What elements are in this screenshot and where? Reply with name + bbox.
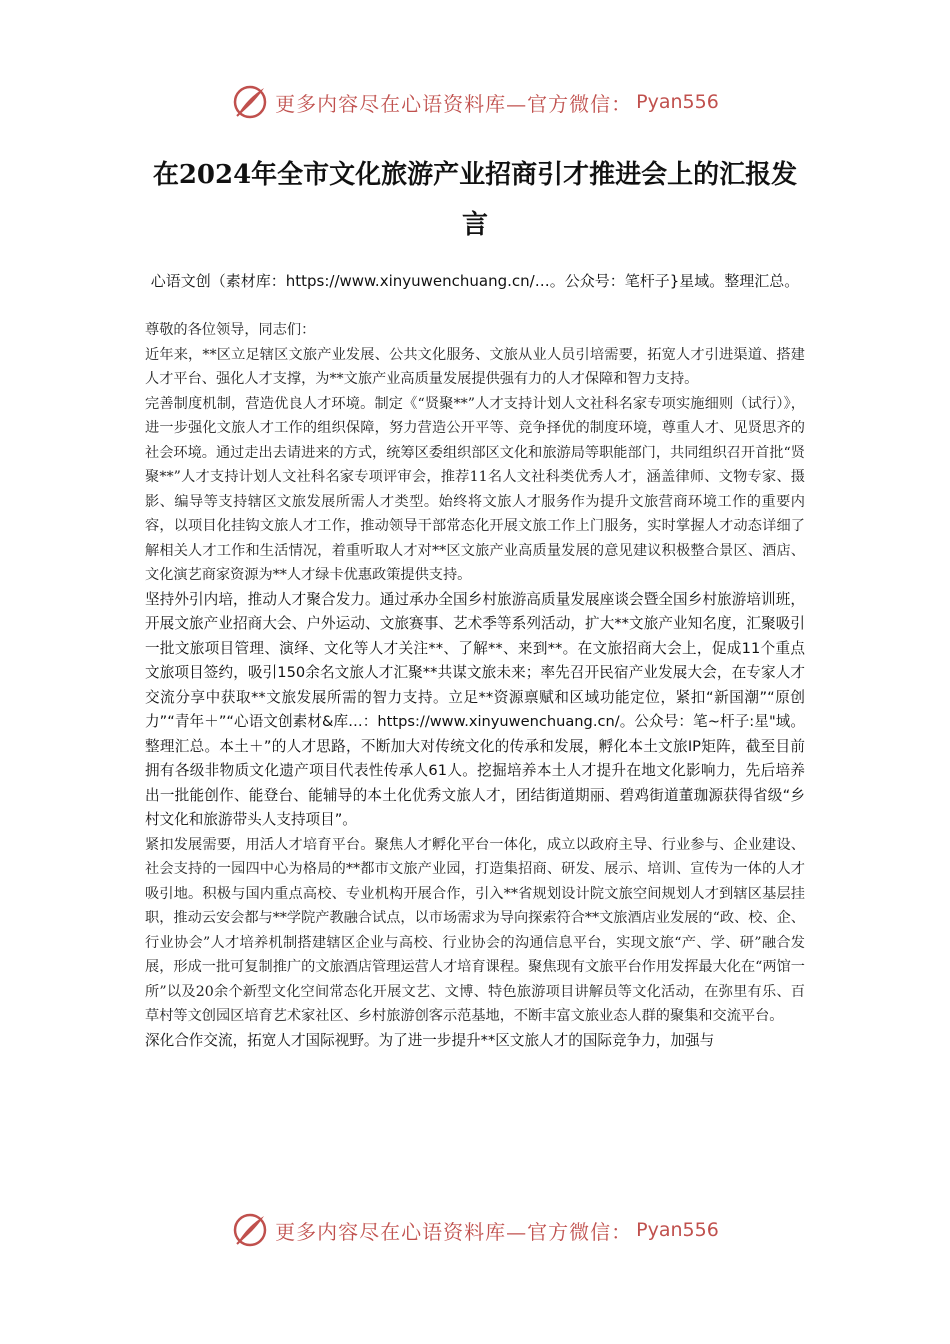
quill-logo-icon	[231, 1211, 269, 1249]
source-line: 心语文创（素材库：https://www.xinyuwenchuang.cn/…。公众号：笔杆子}星域。整理汇总。	[150, 272, 800, 290]
salutation: 尊敬的各位领导，同志们：	[145, 322, 316, 338]
banner-text: 更多内容尽在心语资料库—官方微信：	[275, 91, 633, 116]
paragraph-cooperation: 深化合作交流，拓宽人才国际视野。为了进一步提升**区文旅人才的国际竞争力，加强与	[145, 1031, 715, 1049]
document-title: 在2024年全市文化旅游产业招商引才推进会上的汇报发言	[152, 160, 798, 240]
paragraph-intro: 近年来，**区立足辖区文旅产业发展、公共文化服务、文旅从业人员引培需要，拓宽人才引进渠道、搭建人才平台、强化人才支撑，为**文旅产业高质量发展提供强有力的人才保障和智力支持。	[145, 346, 805, 387]
banner-text: 更多内容尽在心语资料库—官方微信：	[275, 1219, 633, 1244]
quill-logo-icon	[231, 83, 269, 121]
banner-wechat-id: Pyan556	[636, 91, 719, 113]
paragraph-training-platform: 紧扣发展需要，用活人才培育平台。聚焦人才孵化平台一体化，成立以政府主导、行业参与、企业建设、社会支持的一园四中心为格局的**都市文旅产业园，打造集招商、研发、展示、培训、宣传为一体的人才吸引地。积极与国内重点高校、专业机构开展合作，引入**省规划设计院文旅空间规划人才到辖区基层挂职，推动云安会都与**学院产教融合试点，以市场需求为导向探索符合**文旅酒店业发展的“政、校、企、行业协会”人才培养机制搭建辖区企业与高校、行业协会的沟通信息平台，实现文旅“产、学、研”融合发展，形成一批可复制推广的文旅酒店管理运营人才培育课程。聚焦现有文旅平台作用发挥最大化在“两馆一所”以及20余个新型文化空间常态化开展文艺、文博、特色旅游项目讲解员等文化活动，在弥里有乐、百草村等文创园区培育艺术家社区、乡村旅游创客示范基地，不断丰富文旅业态人群的聚集和交流平台。	[145, 836, 805, 1024]
header-watermark-banner	[0, 80, 950, 124]
footer-watermark-banner	[0, 1208, 950, 1252]
banner-wechat-id: Pyan556	[636, 1219, 719, 1241]
paragraph-talent-gathering: 坚持外引内培，推动人才聚合发力。通过承办全国乡村旅游高质量发展座谈会暨全国乡村旅游培训班，开展文旅产业招商大会、户外运动、文旅赛事、艺术季等系列活动，扩大**文旅产业知名度，汇聚吸引一批文旅项目管理、演绎、文化等人才关注**、了解**、来到**。在文旅招商大会上，促成11个重点文旅项目签约，吸引150余名文旅人才汇聚**共谋文旅未来；率先召开民宿产业发展大会，在专家人才交流分享中获取**文旅发展所需的智力支持。立足**资源禀赋和区域功能定位，紧扣“新国潮”“原创力”“青年＋”“心语文创素材&库…：https://www.xinyuwenchuang.cn/。公众号：笔~杆子:星"域。整理汇总。本土＋”的人才思路，不断加大对传统文化的传承和发展，孵化本土文旅IP矩阵，截至目前拥有各级非物质文化遗产项目代表性传承人61人。挖掘培养本土人才提升在地文化影响力，先后培养出一批能创作、能登台、能辅导的本土化优秀文旅人才，团结街道期丽、碧鸡街道董珈源获得省级“乡村文化和旅游带头人支持项目”。	[145, 590, 805, 828]
document-body	[145, 318, 805, 1053]
paragraph-institutions: 完善制度机制，营造优良人才环境。制定《“贤聚**”人才支持计划人文社科名家专项实施细则（试行）》，进一步强化文旅人才工作的组织保障，努力营造公开平等、竞争择优的制度环境，尊重人才、见贤思齐的社会环境。通过走出去请进来的方式，统筹区委组织部区文化和旅游局等职能部门，共同组织召开首批“贤聚**”人才支持计划人文社科名家专项评审会，推荐11名人文社科类优秀人才，涵盖律师、文物专家、摄影、编导等支持辖区文旅发展所需人才类型。始终将文旅人才服务作为提升文旅营商环境工作的重要内容，以项目化挂钩文旅人才工作，推动领导干部常态化开展文旅工作上门服务，实时掌握人才动态详细了解相关人才工作和生活情况，着重听取人才对**区文旅产业高质量发展的意见建议积极整合景区、酒店、文化演艺商家资源为**人才绿卡优惠政策提供支持。	[145, 395, 805, 583]
